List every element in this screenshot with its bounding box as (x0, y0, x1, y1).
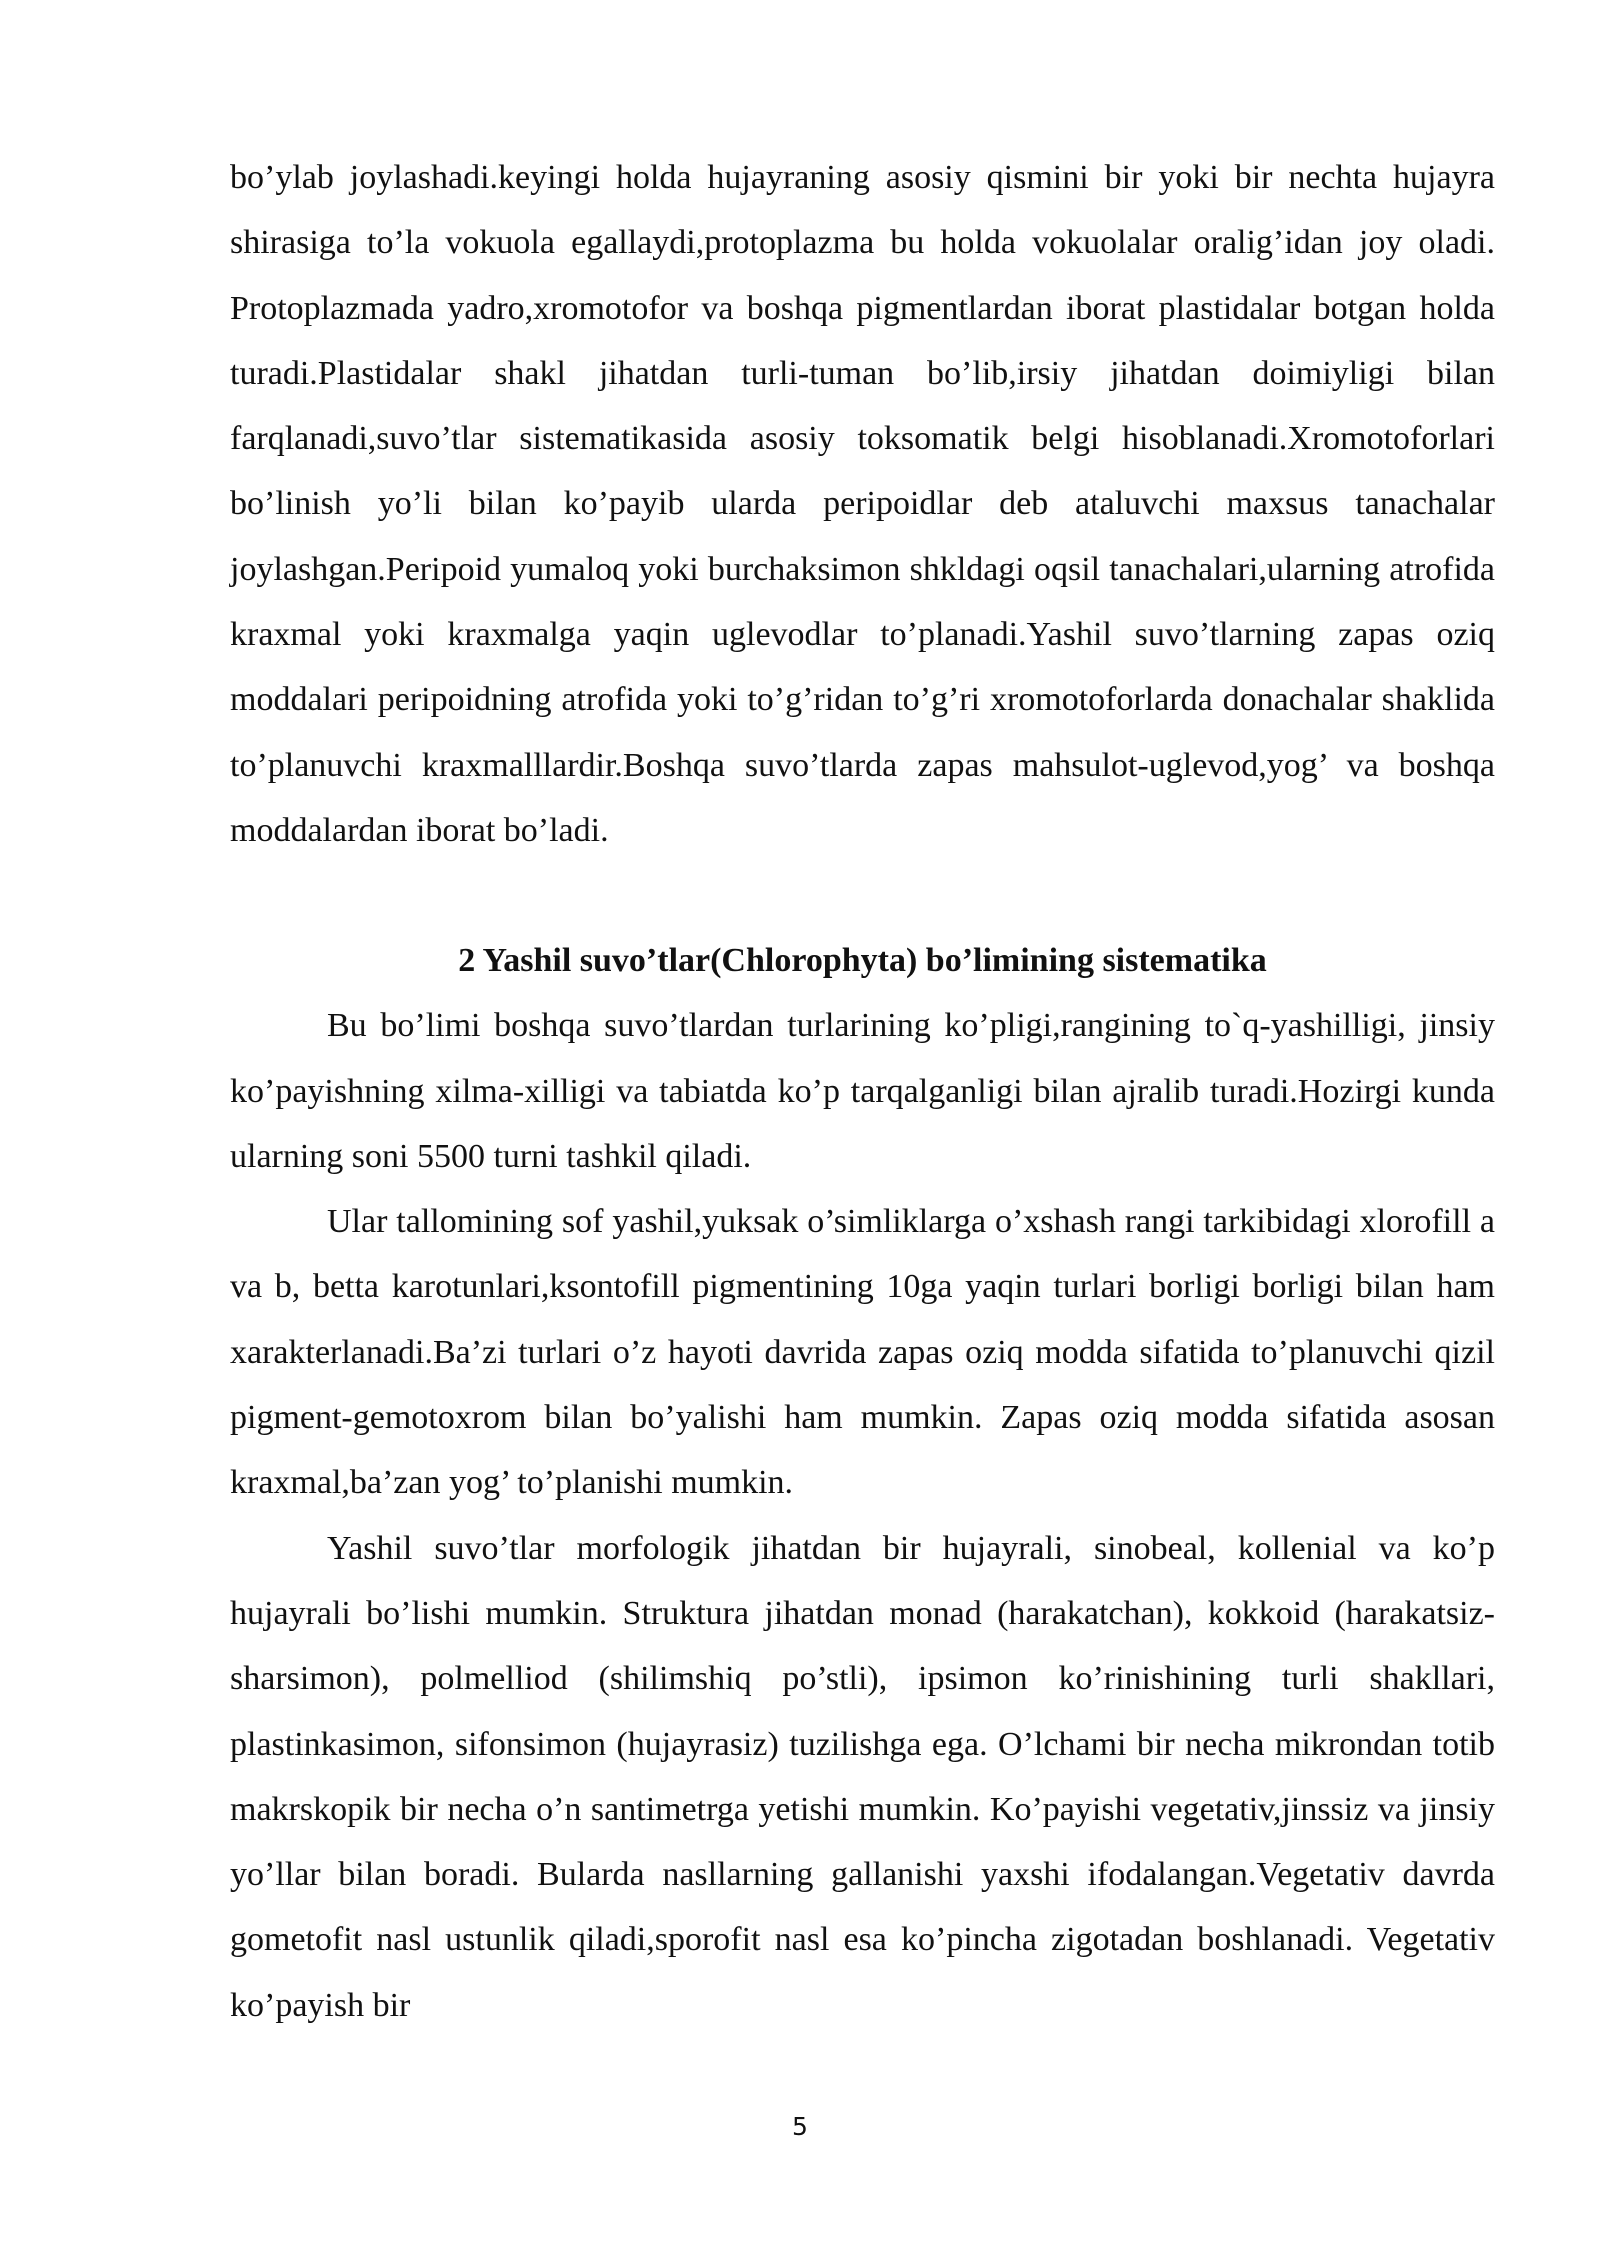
page-body (230, 145, 1495, 2038)
page-number: 5 (792, 2112, 808, 2141)
paragraph-intro: Bu bo’limi boshqa suvo’tlardan turlarining ko’pligi,rangining to`q-yashilligi, jinsiy ko’payishning xilma-xilligi va tabiatda ko’p tarqalganligi bilan ajralib turadi.Hozirgi kunda ularning soni 5500 turni tashkil qiladi. (230, 1007, 1495, 1175)
section-heading: 2 Yashil suvo’tlar(Chlorophyta) bo’limining sistematika (458, 942, 1267, 980)
paragraph-morphology: Yashil suvo’tlar morfologik jihatdan bir hujayrali, sinobeal, kollenial va ko’p hujayrali bo’lishi mumkin. Struktura jihatdan monad (harakatchan), kokkoid (harakatsiz-sharsimon), polmelliod (shilimshiq po’stli), ipsimon ko’rinishining turli shakllari, plastinkasimon, sifonsimon (hujayrasiz) tuzilishga ega. O’lchami bir necha mikrondan totib makrskopik bir necha o’n santimetrga yetishi mumkin. Ko’payishi vegetativ,jinssiz va jinsiy yo’llar bilan boradi. Bularda nasllarning gallanishi yaxshi ifodalangan.Vegetativ davrda gometofit nasl ustunlik qiladi,sporofit nasl esa ko’pincha zigotadan boshlanadi. Vegetativ ko’payish bir (230, 1529, 1495, 2024)
paragraph-pigments: Ular tallomining sof yashil,yuksak o’simliklarga o’xshash rangi tarkibidagi xlorofill a va b, betta karotunlari,ksontofill pigmentining 10ga yaqin turlari borligi borligi bilan ham xarakterlanadi.Ba’zi turlari o’z hayoti davrida zapas oziq modda sifatida to’planuvchi qizil pigment-gemotoxrom bilan bo’yalishi ham mumkin. Zapas oziq modda sifatida asosan kraxmal,ba’zan yog’ to’planishi mumkin. (230, 1203, 1495, 1502)
paragraph-continuation: bo’ylab joylashadi.keyingi holda hujayraning asosiy qismini bir yoki bir nechta hujayra shirasiga to’la vokuola egallaydi,protoplazma bu holda vokuolalar oralig’idan joy oladi. Protoplazmada yadro,xromotofor va boshqa pigmentlardan iborat plastidalar botgan holda turadi.Plastidalar shakl jihatdan turli-tuman bo’lib,irsiy jihatdan doimiyligi bilan farqlanadi,suvo’tlar sistematikasida asosiy toksomatik belgi hisoblanadi.Xromotoforlari bo’linish yo’li bilan ko’payib ularda peripoidlar deb ataluvchi maxsus tanachalar joylashgan.Peripoid yumaloq yoki burchaksimon shkldagi oqsil tanachalari,ularning atrofida kraxmal yoki kraxmalga yaqin uglevodlar to’planadi.Yashil suvo’tlarning zapas oziq moddalari peripoidning atrofida yoki to’g’ridan to’g’ri xromotoforlarda donachalar shaklida to’planuvchi kraxmalllardir.Boshqa suvo’tlarda zapas mahsulot-uglevod,yog’ va boshqa moddalardan iborat bo’ladi. (230, 159, 1495, 849)
